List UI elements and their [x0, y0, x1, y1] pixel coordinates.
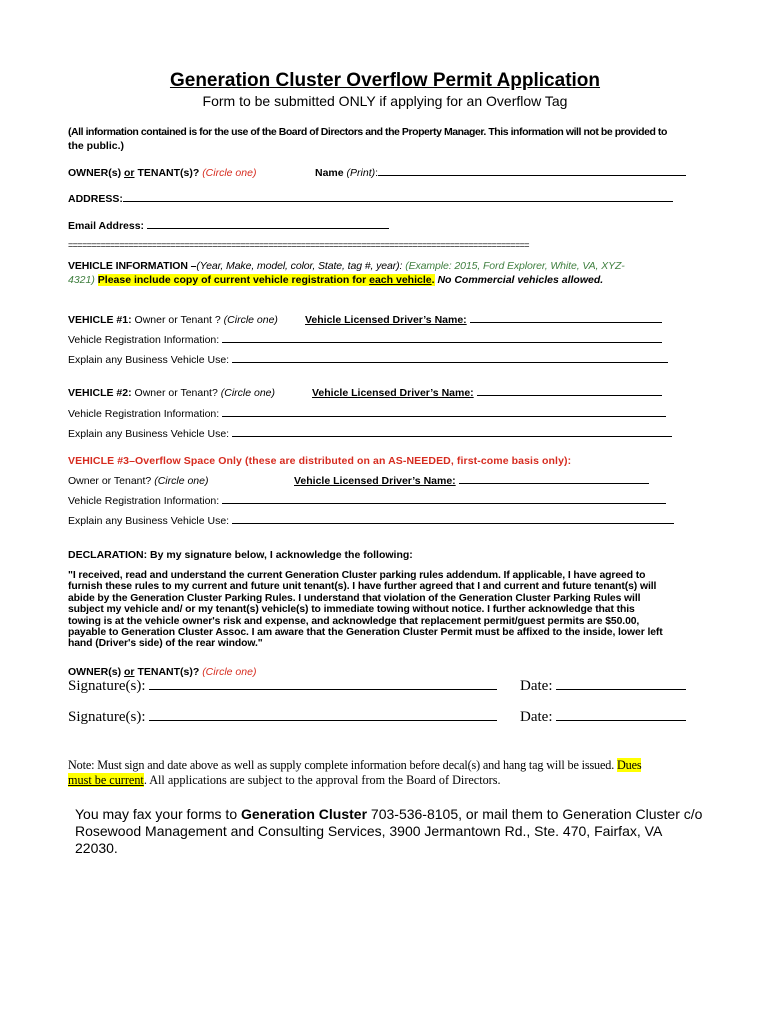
vehicle-info-heading: VEHICLE INFORMATION –: [68, 260, 197, 272]
vehicle2-owner-tenant[interactable]: Owner or Tenant?: [134, 387, 218, 399]
vehicle3-driver-label: Vehicle Licensed Driver’s Name:: [294, 475, 456, 487]
signature-field-1[interactable]: [68, 678, 497, 695]
vehicle-info-line1: [68, 260, 625, 272]
declaration-text: [68, 570, 663, 650]
declaration-line: hand (Driver's side) of the rear window.": [68, 638, 263, 650]
vehicle1-registration-label: Vehicle Registration Information:: [68, 334, 220, 346]
vehicle2-circle-one: (Circle one): [220, 387, 275, 399]
vehicle2-business-input-line[interactable]: [232, 435, 672, 437]
vehicle1-label: VEHICLE #1:: [68, 314, 132, 326]
fax-line3: 22030.: [75, 840, 118, 856]
vehicle-info-line2: [68, 274, 603, 286]
sig-tenant-label: TENANT(s)?: [137, 666, 200, 678]
declaration-line: "I received, read and understand the current Generation Cluster parking rules addendum. If applicable, I have agreed to: [68, 570, 646, 581]
email-input-line[interactable]: [147, 227, 389, 229]
vehicle2-registration-label: Vehicle Registration Information:: [68, 408, 220, 420]
date-field-1[interactable]: [520, 678, 686, 695]
privacy-note-line1: (All information contained is for the use of the Board of Directors and the Property Manager. This information will not be provided to: [68, 126, 667, 138]
or-label: or: [124, 167, 135, 179]
fax-pre: You may fax your forms to: [75, 806, 238, 822]
vehicle1-row: [68, 314, 278, 326]
page-title: Generation Cluster Overflow Permit Application: [169, 70, 601, 91]
vehicle2-business-label: Explain any Business Vehicle Use:: [68, 428, 230, 440]
vehicle3-row: [68, 475, 208, 487]
date-label-1: Date:: [520, 678, 553, 694]
vehicle1-driver-input-line[interactable]: [470, 321, 662, 323]
vehicle3-registration-field[interactable]: [68, 495, 666, 507]
notice-period: .: [431, 274, 435, 286]
no-commercial-notice: No Commercial vehicles allowed.: [437, 274, 604, 286]
vehicle3-owner-tenant[interactable]: Owner or Tenant?: [68, 475, 152, 487]
vehicle2-label: VEHICLE #2:: [68, 387, 132, 399]
declaration-line: subject my vehicle and/ or my tenant(s) vehicle(s) to immediate towing without notice. I further acknowledge that this: [68, 604, 635, 616]
fax-org-name: Generation Cluster: [241, 806, 368, 822]
vehicle2-business-field[interactable]: [68, 428, 672, 440]
signature-field-2[interactable]: [68, 709, 497, 726]
fax-number-text: 703-536-8105, or mail them to Generation Cluster c/o: [370, 806, 703, 822]
email-label: Email Address:: [68, 220, 145, 232]
dues-highlight: Dues: [617, 758, 642, 772]
fax-line1: [75, 806, 702, 823]
vehicle1-registration-input-line[interactable]: [222, 341, 662, 343]
vehicle3-registration-input-line[interactable]: [222, 502, 666, 504]
vehicle3-driver-input-line[interactable]: [459, 482, 649, 484]
declaration-line: towing is at the vehicle owner's risk and expense, and acknowledge that replacement permit/guest permits are $50.00,: [68, 615, 640, 627]
address-input-line[interactable]: [123, 200, 673, 202]
page-subtitle: Form to be submitted ONLY if applying for an Overflow Tag: [202, 93, 568, 109]
registration-copy-notice: [98, 274, 435, 286]
vehicle3-business-field[interactable]: [68, 515, 674, 527]
vehicle1-driver-field[interactable]: [305, 314, 662, 326]
vehicle3-driver-field[interactable]: [294, 475, 649, 487]
privacy-note-line2: the public.): [68, 140, 124, 152]
vehicle3-circle-one: (Circle one): [154, 475, 209, 487]
declaration-line: abide by the Generation Cluster Parking Rules. I understand that violation of the Generation Cluster Parking Rules will: [68, 592, 641, 604]
owner-label: OWNER(s): [68, 167, 122, 179]
note-line1: [68, 758, 641, 773]
vehicle2-driver-input-line[interactable]: [477, 394, 662, 396]
vehicle1-circle-one: (Circle one): [223, 314, 278, 326]
fax-line2: Rosewood Management and Consulting Services, 3900 Jermantown Rd., Ste. 470, Fairfax, VA: [75, 823, 663, 839]
declaration-heading: DECLARATION: By my signature below, I acknowledge the following:: [68, 549, 413, 561]
sig-owner-label: OWNER(s): [68, 666, 122, 678]
signature-owner-tenant-row: [68, 666, 256, 678]
date-input-line-1[interactable]: [556, 688, 686, 690]
signature-label-2: Signature(s):: [68, 709, 146, 725]
vehicle-info-detail: (Year, Make, model, color, State, tag #, year):: [196, 260, 403, 272]
vehicle2-driver-label: Vehicle Licensed Driver’s Name:: [312, 387, 474, 399]
name-label: Name: [315, 167, 344, 179]
owner-tenant-row: [68, 167, 256, 179]
address-label: ADDRESS:: [68, 193, 123, 205]
note-line2: [68, 773, 501, 788]
signature-label-1: Signature(s):: [68, 678, 146, 694]
name-input-line[interactable]: [378, 174, 686, 176]
fax-instructions: [75, 806, 702, 857]
tenant-label: TENANT(s)?: [137, 167, 200, 179]
name-print-field[interactable]: [315, 167, 686, 179]
address-field[interactable]: [68, 193, 673, 205]
declaration-line: payable to Generation Cluster Assoc. I am aware that the Generation Cluster Permit must be affixed to the inside, lower left: [68, 627, 663, 639]
registration-copy-text: Please include copy of current vehicle registration for: [97, 274, 367, 286]
vehicle3-business-input-line[interactable]: [232, 522, 674, 524]
name-colon: :: [375, 167, 379, 179]
vehicle2-row: [68, 387, 275, 399]
note-approval-text: . All applications are subject to the approval from the Board of Directors.: [143, 773, 501, 787]
must-be-current-highlight: must be current: [68, 773, 144, 787]
vehicle3-business-label: Explain any Business Vehicle Use:: [68, 515, 230, 527]
signature-input-line-2[interactable]: [149, 719, 497, 721]
date-input-line-2[interactable]: [556, 719, 686, 721]
date-field-2[interactable]: [520, 709, 686, 726]
separator-line: ===================================================================================================: [68, 240, 529, 250]
email-field[interactable]: [68, 220, 389, 232]
vehicle1-business-label: Explain any Business Vehicle Use:: [68, 354, 230, 366]
vehicle2-driver-field[interactable]: [312, 387, 662, 399]
circle-one-label: (Circle one): [202, 167, 257, 179]
vehicle3-registration-label: Vehicle Registration Information:: [68, 495, 220, 507]
vehicle2-registration-input-line[interactable]: [222, 415, 666, 417]
vehicle1-business-field[interactable]: [68, 354, 668, 366]
vehicle1-registration-field[interactable]: [68, 334, 662, 346]
name-print-label: (Print): [346, 167, 376, 179]
vehicle2-registration-field[interactable]: [68, 408, 666, 420]
sig-circle-one: (Circle one): [202, 666, 257, 678]
vehicle-info-example-1: (Example: 2015, Ford Explorer, White, VA, XYZ-: [405, 260, 625, 272]
date-label-2: Date:: [520, 709, 553, 725]
each-vehicle-text: each vehicle: [369, 274, 432, 286]
signature-input-line-1[interactable]: [149, 688, 497, 690]
declaration-line: furnish these rules to my current and future unit tenant(s). I have further agreed that I and current and future tenant(s) will: [68, 581, 657, 593]
vehicle1-owner-tenant[interactable]: Owner or Tenant ?: [134, 314, 221, 326]
vehicle1-business-input-line[interactable]: [232, 361, 668, 363]
vehicle-info-example-2: 4321): [68, 274, 95, 286]
note-text: Note: Must sign and date above as well as supply complete information before decal(s) and hang tag will be issued.: [68, 758, 615, 772]
sig-or-label: or: [124, 666, 135, 678]
vehicle1-driver-label: Vehicle Licensed Driver’s Name:: [305, 314, 467, 326]
vehicle3-heading: VEHICLE #3–Overflow Space Only (these are distributed on an AS-NEEDED, first-come basis only):: [68, 455, 572, 467]
